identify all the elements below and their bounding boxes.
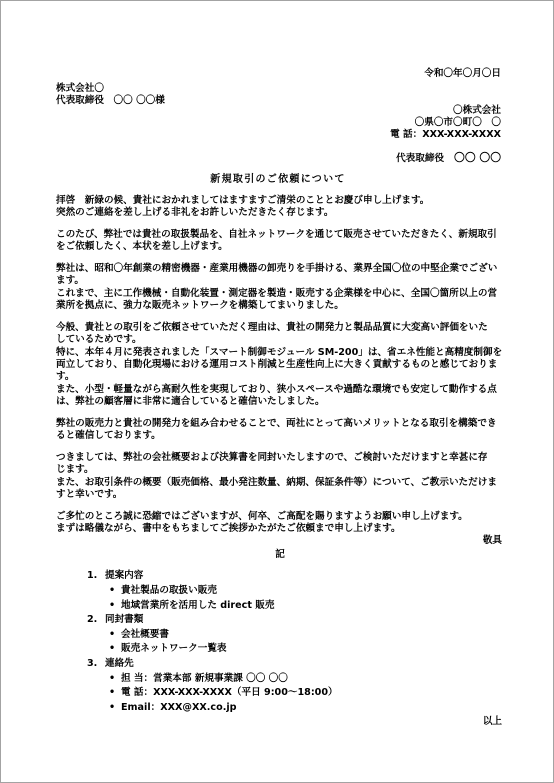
letter-subject: 新規取引のご依頼について [210, 174, 346, 185]
list-item-text: 地域営業所を活用した direct 販売 [121, 599, 275, 611]
list-item [87, 672, 504, 687]
body-line: 業所を拠点に、強力な販売ネットワークを構築してまいりました。 [56, 300, 344, 312]
list-item-text: 貴社製品の取扱い販売 [121, 584, 217, 596]
list-section-heading [87, 613, 504, 628]
body-line: 弊社は、昭和〇年創業の精密機器・産業用機器の卸売りを手掛ける、業界全国〇位の中堅企業でござい [56, 263, 498, 274]
list-number: 1. [87, 570, 98, 582]
enclosure-list [56, 569, 504, 715]
body-line: 突然のご連絡を差し上げる非礼をお許しいただきたく存じます。 [56, 207, 334, 219]
paragraph-closing [56, 511, 504, 536]
list-item [87, 686, 504, 701]
list-item [87, 628, 504, 643]
closing-word: 敬具 [482, 535, 502, 547]
list-number: 2. [87, 614, 98, 626]
body-line: また、小型・軽量ながら高耐久性を実現しており、狭小スペースや過酷な環境でも安定して動作する点 [56, 383, 497, 395]
body-line: じます。 [56, 464, 94, 476]
body-line: しているためです。 [56, 334, 142, 346]
body-line: ると確信しております。 [56, 430, 161, 442]
letter-body [56, 195, 504, 729]
list-item-text: 会社概要書 [121, 628, 169, 640]
body-line: をご依頼したく、本状を差し上げます。 [56, 241, 228, 253]
paragraph-reason [56, 322, 504, 409]
bullet-icon: • [109, 628, 116, 640]
letter-date: 令和〇年〇月〇日 [424, 68, 501, 79]
body-line: まずは略儀ながら、書中をもちましてご挨拶かたがたご依頼まで申し上げます。 [56, 523, 401, 535]
list-heading: 同封書類 [105, 614, 144, 626]
list-item [87, 584, 504, 599]
body-line: 両立しており、自動化現場における運用コスト削減と生産性向上に大きく貢献するものと感じておりま [56, 359, 498, 371]
sender-address: 〇県〇市〇町〇 〇 [414, 117, 501, 128]
body-line: ます。 [56, 275, 85, 287]
list-heading: 提案内容 [105, 570, 144, 582]
body-line: 特に、本年４月に発表されました「スマート制御モジュール SM-200」は、省エネ性能と高精度制御を [56, 346, 503, 358]
paragraph-request [56, 452, 504, 502]
paragraph-synergy [56, 418, 504, 443]
body-line: は、弊社の顧客層に非常に適合していると確信いたしました。 [56, 396, 325, 408]
recipient-person: 代表取締役 〇〇 〇〇様 [56, 95, 165, 106]
sender-company: 〇株式会社 [453, 105, 501, 116]
sender-block [390, 105, 501, 141]
body-line: また、お取引条件の概要（販売価格、最小発注数量、納期、保証条件等）について、ご教示いただけま [56, 476, 497, 488]
bullet-icon: • [109, 672, 116, 684]
body-line: 弊社の販売力と貴社の開発力を組み合わせることで、両社にとって高いメリットとなる取引を構築でき [56, 417, 497, 429]
list-section-heading [87, 569, 504, 584]
list-item-text: Email：XXX@XX.co.jp [121, 701, 237, 713]
body-line: つきましては、弊社の会社概要および決算書を同封いたしますので、ご検討いただけますと幸甚に存 [56, 451, 488, 463]
bullet-icon: • [109, 701, 116, 713]
list-number: 3. [87, 657, 98, 669]
bullet-icon: • [109, 643, 116, 655]
sender-phone: 電 話：XXX-XXX-XXXX [390, 129, 501, 140]
list-item-text: 販売ネットワーク一覧表 [121, 643, 227, 655]
signer-title: 代表取締役 [396, 153, 445, 164]
bullet-icon: • [109, 687, 116, 699]
list-item [87, 599, 504, 614]
bullet-icon: • [109, 584, 116, 596]
list-heading: 連絡先 [105, 657, 134, 669]
ki-heading: 記 [275, 549, 285, 561]
list-item-text: 電 話：XXX-XXX-XXXX（平日 9:00～18:00） [121, 687, 338, 699]
signer-name: 〇〇 〇〇 [454, 151, 501, 164]
paragraph-company-intro [56, 263, 504, 313]
paragraph-greeting [56, 195, 504, 220]
body-line: す。 [56, 371, 75, 383]
list-item [87, 701, 504, 716]
list-section-heading [87, 657, 504, 672]
list-item [87, 642, 504, 657]
bullet-icon: • [109, 599, 116, 611]
body-line: このたび、弊社では貴社の取扱製品を、自社ネットワークを通じて販売させていただきたく、新規取引 [56, 229, 497, 240]
body-line: 拝啓 新緑の候、貴社におかれましてはますますご清栄のこととお慶び申し上げます。 [56, 195, 430, 206]
body-line: これまで、主に工作機械・自動化装置・測定器を製造・販売する企業様を中心に、全国〇箇所以上の営 [56, 287, 498, 299]
body-line: ご多忙のところ誠に恐縮ではございますが、何卒、ご高配を賜りますようお願い申し上げます。 [56, 510, 468, 522]
signer-block [396, 151, 501, 166]
paragraph-purpose [56, 229, 504, 254]
end-word: 以上 [482, 716, 502, 728]
body-line: 今般、貴社との取引をご依頼させていただく理由は、貴社の開発力と製品品質に大変高い評価をいた [56, 321, 488, 333]
body-line: すと幸いです。 [56, 489, 123, 501]
list-item-text: 担 当：営業本部 新規事業課 〇〇 〇〇 [121, 672, 288, 684]
recipient-company: 株式会社〇 [56, 83, 104, 94]
recipient-block [56, 83, 165, 107]
